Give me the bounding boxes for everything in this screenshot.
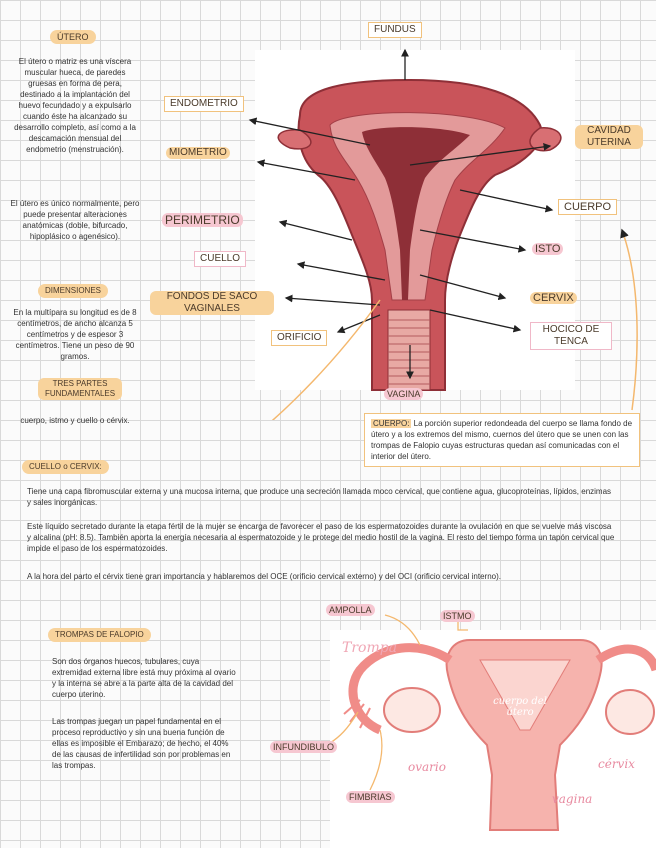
- label-trompa-script: Trompa: [342, 640, 398, 656]
- trompas-p2: Las trompas juegan un papel fundamental en el proceso reproductivo y sin una buena función de ellas es imposible el Embarazo; de hecho, el 40% de las causas de infertilidad son por problemas en las trompas.: [52, 717, 231, 770]
- label-perimetrio: PERIMETRIO: [162, 213, 243, 227]
- label-cuerpo: CUERPO: [558, 199, 617, 215]
- trompas-p1: Son dos órganos huecos, tubulares, cuya extremidad externa libre está muy próxima al ovario y la interna se abre a la parte alta de la cavidad del cuerpo uterino.: [52, 657, 236, 699]
- label-istmo-trompa: ISTMO: [440, 610, 475, 622]
- label-istmo: ISTO: [532, 243, 563, 255]
- trompas-title: TROMPAS DE FALOPIO: [48, 628, 151, 642]
- cuello-cervix-p1: Tiene una capa fibromuscular externa y una mucosa interna, que produce una secreción llamada moco cervical, que contiene agua, glucoproteínas, lípidos, enzimas y sales inorgánicas.: [27, 487, 612, 507]
- cuello-cervix-p3: A la hora del parto el cérvix tiene gran importancia y hablaremos del OCE (orificio cervical externo) y del OCI (orificio cervical interno).: [27, 572, 501, 581]
- label-vagina-script: vagina: [552, 792, 593, 806]
- cuello-cervix-title: CUELLO o CERVIX:: [22, 460, 109, 474]
- label-endometrio: ENDOMETRIO: [164, 96, 244, 112]
- label-cuello: CUELLO: [194, 251, 246, 267]
- label-cervix: CERVIX: [530, 292, 577, 304]
- label-hocico-de-tenca: HOCICO DE TENCA: [530, 322, 612, 350]
- cuerpo-note: [364, 413, 640, 467]
- label-miometrio: MIOMETRIO: [166, 147, 230, 159]
- label-vagina: VAGINA: [384, 388, 423, 400]
- label-fondos-de-saco: FONDOS DE SACO VAGINALES: [150, 291, 274, 315]
- utero-paragraph-2: El útero es único normalmente, pero puede presentar alteraciones anatómicas (doble, bifurcado, hipoplásico o agenésico).: [10, 199, 140, 241]
- cuerpo-note-term: CUERPO:: [373, 419, 410, 428]
- label-orificio: ORIFICIO: [271, 330, 327, 346]
- dimensiones-title: DIMENSIONES: [38, 284, 108, 298]
- partes-text: cuerpo, istmo y cuello o cérvix.: [20, 416, 130, 425]
- label-infundibulo: INFUNDIBULO: [270, 741, 337, 753]
- cuello-cervix-p2: Este líquido secretado durante la etapa fértil de la mujer se encarga de favorecer el paso de los espermatozoides durante la ovulación en que se vuelve más viscosa y alcalina (pH: 8.5). También aporta la energía necesaria al espermatozoide y le protege del medio hostil de la vagina. El resto del tiempo forma un tapón cervical que impide el paso de los espermatozoides.: [27, 522, 615, 553]
- label-cervix-script: cérvix: [598, 757, 635, 771]
- label-fimbrias: FIMBRIAS: [346, 791, 395, 803]
- label-fundus: FUNDUS: [368, 22, 422, 38]
- cuerpo-note-text: La porción superior redondeada del cuerpo se llama fondo de útero y a los extremos del mismo, cuernos del útero que se unen con las trompas de Falopio cuyas estructuras quedan así comunicadas con el interior del útero.: [371, 419, 633, 461]
- utero-title: ÚTERO: [50, 30, 96, 44]
- dimensiones-text: En la multípara su longitud es de 8 centímetros, de ancho alcanza 5 centímetros y de espesor 3 centímetros. Tiene un peso de 90 gramos.: [13, 308, 137, 361]
- label-ovario-script: ovario: [408, 760, 446, 774]
- label-ampolla: AMPOLLA: [326, 604, 375, 616]
- utero-paragraph-1: El útero o matriz es una víscera muscular hueca, de paredes gruesas en forma de pera, destinado a la implantación del huevo fecundado y a expulsarlo cuando éste ha alcanzado su desarrollo completo, así como a la descamación mensual del endometrio (menstruación).: [14, 57, 136, 154]
- label-cavidad-uterina: CAVIDAD UTERINA: [575, 125, 643, 149]
- label-cuerpo-del-utero-script: cuerpo del útero: [493, 696, 547, 718]
- fallopian-diagram: [330, 600, 656, 848]
- partes-title: TRES PARTES FUNDAMENTALES: [38, 378, 122, 400]
